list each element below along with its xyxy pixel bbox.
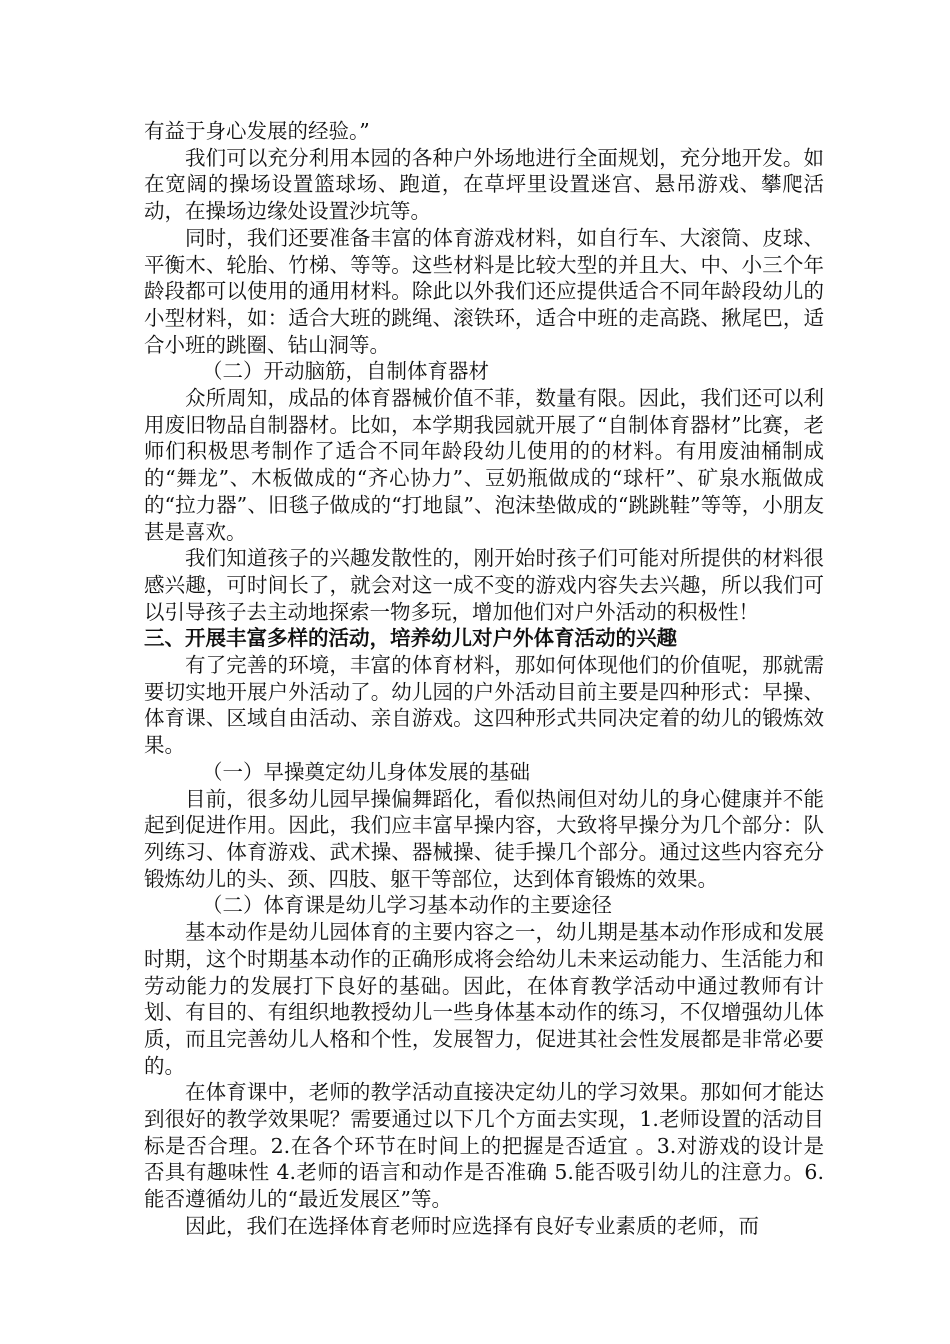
paragraph: 我们可以充分利用本园的各种户外场地进行全面规划，充分地开发。如在宽阔的操场设置篮球场、跑道，在草坪里设置迷宫、悬吊游戏、攀爬活动，在操场边缘处设置沙坑等。 [144,145,824,224]
subsection-heading: （二）开动脑筋，自制体育器材 [202,359,489,384]
paragraph: 我们知道孩子的兴趣发散性的，刚开始时孩子们可能对所提供的材料很感兴趣，可时间长了，就会对这一成不变的游戏内容失去兴趣，所以我们可以引导孩子去主动地探索一物多玩，增加他们对户外活动的积极性！ [144,546,824,624]
paragraph: 基本动作是幼儿园体育的主要内容之一，幼儿期是基本动作形成和发展时期，这个时期基本动作的正确形成将会给幼儿未来运动能力、生活能力和劳动能力的发展打下良好的基础。因此，在体育教学活动中通过教师有计划、有目的、有组织地教授幼儿一些身体基本动作的练习，不仅增强幼儿体质，而且完善幼儿人格和个性，发展智力，促进其社会性发展都是非常必要的。 [144,920,824,1078]
paragraph: 在体育课中，老师的教学活动直接决定幼儿的学习效果。那如何才能达到很好的教学效果呢？需要通过以下几个方面去实现，1.老师设置的活动目标是否合理。2.在各个环节在时间上的把握是否适宜 。3.对游戏的设计是否具有趣味性 4.老师的语言和动作是否准确 5.能否吸引幼儿的注意力。6.能否遵循幼儿的“最近发展区”等。 [144,1080,824,1212]
subsection-heading: （二）体育课是幼儿学习基本动作的主要途径 [202,893,612,918]
paragraph: 有益于身心发展的经验。” [144,119,370,143]
paragraph: 因此，我们在选择体育老师时应选择有良好专业素质的老师，而 [185,1213,759,1238]
paragraph: 有了完善的环境，丰富的体育材料，那如何体现他们的价值呢，那就需要切实地开展户外活动了。幼儿园的户外活动目前主要是四种形式：早操、体育课、区域自由活动、亲自游戏。这四种形式共同决定着的幼儿的锻炼效果。 [144,653,824,758]
section-heading: 三、开展丰富多样的活动，培养幼儿对户外体育活动的兴趣 [144,626,677,651]
document-body [144,118,824,1240]
paragraph: 目前，很多幼儿园早操偏舞蹈化，看似热闹但对幼儿的身心健康并不能起到促进作用。因此，我们应丰富早操内容，大致将早操分为几个部分：队列练习、体育游戏、武术操、器械操、徒手操几个部分。通过这些内容充分锻炼幼儿的头、颈、四肢、躯干等部位，达到体育锻炼的效果。 [144,786,824,891]
subsection-heading: （一）早操奠定幼儿身体发展的基础 [202,759,530,784]
paragraph: 众所周知，成品的体育器械价值不菲，数量有限。因此，我们还可以利用废旧物品自制器材。比如，本学期我园就开展了“自制体育器材”比赛，老师们积极思考制作了适合不同年龄段幼儿使用的的材料。有用废油桶制成的“舞龙”、木板做成的“齐心协力”、豆奶瓶做成的“球杆”、矿泉水瓶做成的“拉力器”、旧毯子做成的“打地鼠”、泡沫垫做成的“跳跳鞋”等等，小朋友甚是喜欢。 [144,386,824,544]
paragraph: 同时，我们还要准备丰富的体育游戏材料，如自行车、大滚筒、皮球、平衡木、轮胎、竹梯、等等。这些材料是比较大型的并且大、中、小三个年龄段都可以使用的通用材料。除此以外我们还应提供适合不同年龄段幼儿的小型材料，如：适合大班的跳绳、滚铁环，适合中班的走高跷、揪尾巴，适合小班的跳圈、钻山洞等。 [144,225,824,357]
